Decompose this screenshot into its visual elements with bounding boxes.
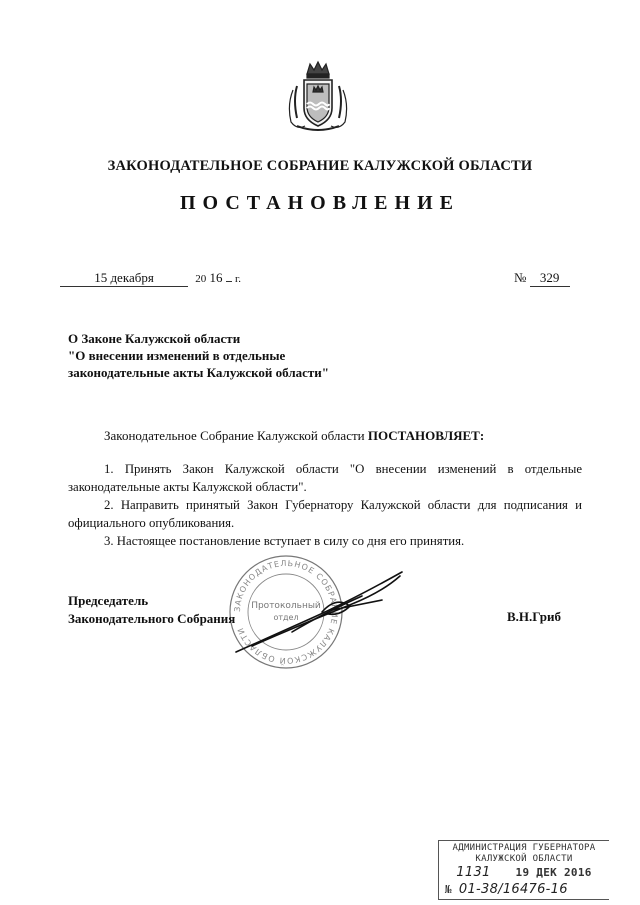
handwritten-signature (232, 566, 408, 658)
intro-text: Законодательное Собрание Калужской области (104, 428, 368, 443)
date-year-suffix: 16 (209, 270, 223, 285)
resolution-item: 3. Настоящее постановление вступает в силу со дня его принятия. (104, 534, 465, 548)
signatory-title (68, 592, 235, 628)
signatory-title-line: Законодательного Собрания (68, 611, 236, 626)
registration-org: КАЛУЖСКОЙ ОБЛАСТИ (475, 854, 573, 864)
intro-verb: ПОСТАНОВЛЯЕТ: (367, 428, 485, 443)
date-day-month: 15 декабря (60, 270, 188, 287)
registration-entry-number: 1131 (456, 865, 491, 880)
date-year-marker: г. (235, 273, 242, 285)
resolution-item: 1. Принять Закон Калужской области "О внесении изменений в отдельные законодательные акты Калужской области". (68, 462, 582, 494)
subject-line: законодательные акты Калужской области" (68, 365, 330, 380)
number-label: № (514, 270, 527, 285)
document-subject (68, 330, 388, 381)
registration-stamp (438, 840, 609, 900)
organization-title: ЗАКОНОДАТЕЛЬНОЕ СОБРАНИЕ КАЛУЖСКОЙ ОБЛАСТИ (107, 158, 533, 174)
coat-of-arms-icon (283, 60, 353, 134)
resolution-items (68, 460, 582, 550)
date-year-prefix: 20 (195, 273, 207, 285)
seal-center-line: отдел (273, 613, 299, 622)
registration-entry-date: 19 ДЕК 2016 (515, 866, 592, 879)
signatory-name: В.Н.Гриб (507, 609, 561, 624)
registration-doc-row (439, 882, 615, 897)
document-number (514, 270, 570, 287)
seal-ring-text: ЗАКОНОДАТЕЛЬНОЕ СОБРАНИЕ КАЛУЖСКОЙ ОБЛАСТИ (232, 558, 340, 666)
seal-center-line: Протокольный (251, 601, 321, 611)
registration-number-label: № (445, 883, 452, 896)
registration-entry (439, 865, 609, 880)
registration-org: АДМИНИСТРАЦИЯ ГУБЕРНАТОРА (452, 843, 596, 853)
registration-doc-number: 01-38/16476-16 (458, 882, 568, 897)
document-type-heading: ПОСТАНОВЛЕНИЕ (180, 192, 460, 214)
number-value: 329 (530, 270, 570, 287)
subject-line: О Законе Калужской области (68, 331, 241, 346)
resolution-item: 2. Направить принятый Закон Губернатору Калужской области для подписания и официального опубликования. (68, 498, 582, 530)
subject-line: "О внесении изменений в отдельные (68, 348, 286, 363)
signatory-title-line: Председатель (68, 593, 149, 608)
document-date (60, 270, 241, 287)
resolution-intro (104, 428, 484, 444)
